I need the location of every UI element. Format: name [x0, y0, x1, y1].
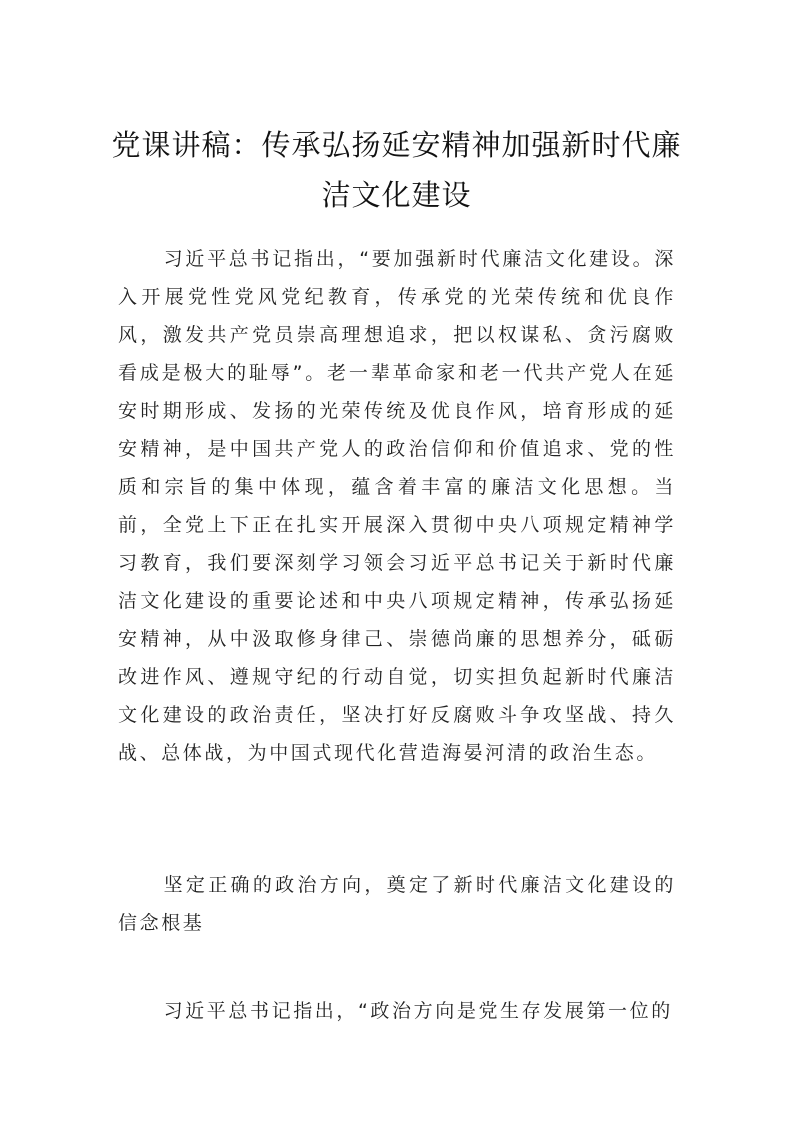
- document-title: 党课讲稿：传承弘扬延安精神加强新时代廉洁文化建设: [111, 128, 682, 212]
- body-paragraph-political-direction: 习近平总书记指出，“政治方向是党生存发展第一位的: [163, 1000, 673, 1022]
- section-heading-political-direction: 坚定正确的政治方向，奠定了新时代廉洁文化建设的信念根基: [118, 874, 676, 934]
- body-paragraph-intro: 习近平总书记指出，“要加强新时代廉洁文化建设。深入开展党性党风党纪教育，传承党的光荣传统和优良作风，激发共产党员崇高理想追求，把以权谋私、贪污腐败看成是极大的耻辱”。老一辈革命家和老一代共产党人在延安时期形成、发扬的光荣传统及优良作风，培育形成的延安精神，是中国共产党人的政治信仰和价值追求、党的性质和宗旨的集中体现，蕴含着丰富的廉洁文化思想。当前，全党上下正在扎实开展深入贯彻中央八项规定精神学习教育，我们要深刻学习领会习近平总书记关于新时代廉洁文化建设的重要论述和中央八项规定精神，传承弘扬延安精神，从中汲取修身律己、崇德尚廉的思想养分，砥砺改进作风、遵规守纪的行动自觉，切实担负起新时代廉洁文化建设的政治责任，坚决打好反腐败斗争攻坚战、持久战、总体战，为中国式现代化营造海晏河清的政治生态。: [118, 248, 676, 764]
